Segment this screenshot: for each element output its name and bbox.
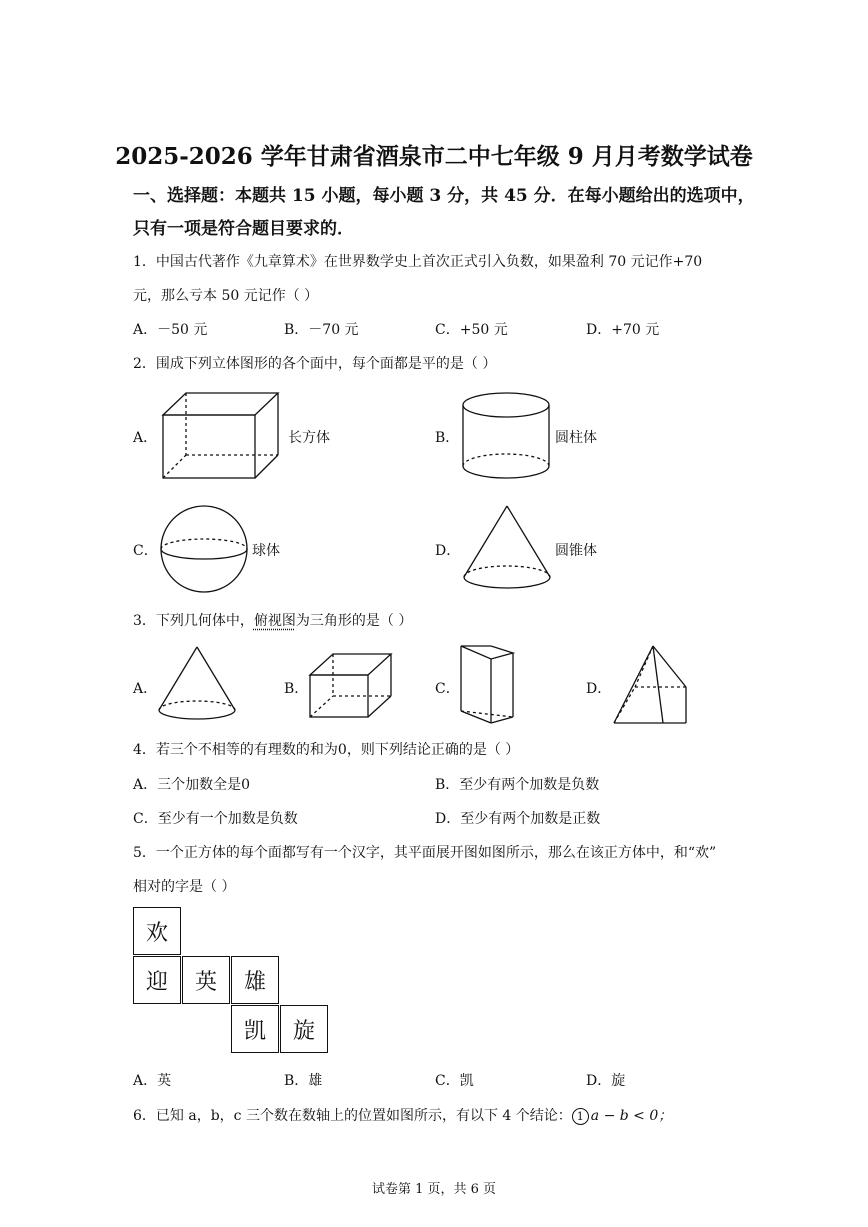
q6-expression: a − b < 0； (590, 1108, 673, 1124)
q3-letter-c: C． (435, 681, 460, 697)
q3-stem (133, 610, 412, 630)
cylinder-figure (462, 392, 552, 482)
q3-letter-d: D． (586, 681, 612, 697)
q5-option-c: C．凯 (435, 1073, 474, 1089)
net-cell: 旋 (280, 1005, 328, 1053)
q3-letter-b: B． (284, 681, 309, 697)
q5-option-d: D．旋 (586, 1073, 626, 1089)
net-cell: 迎 (133, 956, 181, 1004)
q4-option-c: C．至少有一个加数是负数 (133, 811, 298, 827)
q3-cuboid-figure (309, 653, 393, 719)
q2-label-cuboid: 长方体 (288, 430, 330, 446)
q5-option-a: A．英 (133, 1073, 172, 1089)
page-title: 2025-2026 学年甘肃省酒泉市二中七年级 9 月月考数学试卷 (115, 143, 753, 170)
q6-stem-text: 6．已知 a，b，c 三个数在数轴上的位置如图所示，有以下 4 个结论： (133, 1108, 572, 1124)
q4-stem: 4．若三个不相等的有理数的和为0，则下列结论正确的是（ ） (133, 742, 520, 758)
q1-option-b: B．－70 元 (284, 322, 359, 338)
section-heading-line2: 只有一项是符合题目要求的． (133, 219, 354, 239)
q2-label-cone: 圆锥体 (555, 543, 597, 559)
cuboid-figure (162, 392, 280, 480)
q1-option-a: A．－50 元 (133, 322, 208, 338)
q2-stem: 2．围成下列立体图形的各个面中，每个面都是平的是（ ） (133, 356, 497, 372)
section-heading-line1: 一、选择题：本题共 15 小题，每小题 3 分，共 45 分．在每小题给出的选项中， (133, 186, 755, 206)
q2-label-sphere: 球体 (252, 543, 280, 559)
q1-stem-line1: 1．中国古代著作《九章算术》在世界数学史上首次正式引入负数，如果盈利 70 元记作+70 (133, 254, 703, 270)
q2-letter-c: C． (133, 543, 158, 559)
q3-stem-pre: 3．下列几何体中， (133, 613, 254, 629)
net-cell: 雄 (231, 956, 279, 1004)
q2-letter-b: B． (435, 430, 460, 446)
q1-stem-line2: 元，那么亏本 50 元记作（ ） (133, 288, 319, 304)
q3-stem-post: 为三角形的是（ ） (295, 613, 413, 629)
net-cell: 欢 (133, 907, 181, 955)
q5-stem-line2: 相对的字是（ ） (133, 879, 236, 895)
q2-letter-a: A． (133, 430, 158, 446)
q3-pyramid-figure (613, 645, 689, 725)
sphere-figure (160, 505, 250, 595)
q1-option-c: C．+50 元 (435, 322, 508, 338)
q2-label-cylinder: 圆柱体 (555, 430, 597, 446)
q2-letter-d: D． (435, 543, 461, 559)
q4-option-b: B．至少有两个加数是负数 (435, 777, 600, 793)
q5-stem-line1: 5．一个正方体的每个面都写有一个汉字，其平面展开图如图所示，那么在该正方体中，和“欢” (133, 845, 717, 861)
q3-triangular-prism-figure (460, 645, 516, 725)
q3-cone-figure (158, 646, 238, 724)
q3-stem-dotted: 俯视图 (253, 613, 296, 629)
q3-letter-a: A． (133, 681, 158, 697)
q4-option-d: D．至少有两个加数是正数 (435, 811, 601, 827)
q1-option-d: D．+70 元 (586, 322, 660, 338)
net-cell: 凯 (231, 1005, 279, 1053)
page-footer: 试卷第 1 页，共 6 页 (371, 1182, 497, 1197)
q4-option-a: A．三个加数全是0 (133, 777, 251, 793)
net-cell: 英 (182, 956, 230, 1004)
cone-figure (463, 505, 553, 595)
q6-stem (133, 1105, 672, 1125)
cube-net-diagram (133, 907, 333, 1055)
q5-option-b: B．雄 (284, 1073, 323, 1089)
circled-number: 1 (572, 1108, 589, 1125)
